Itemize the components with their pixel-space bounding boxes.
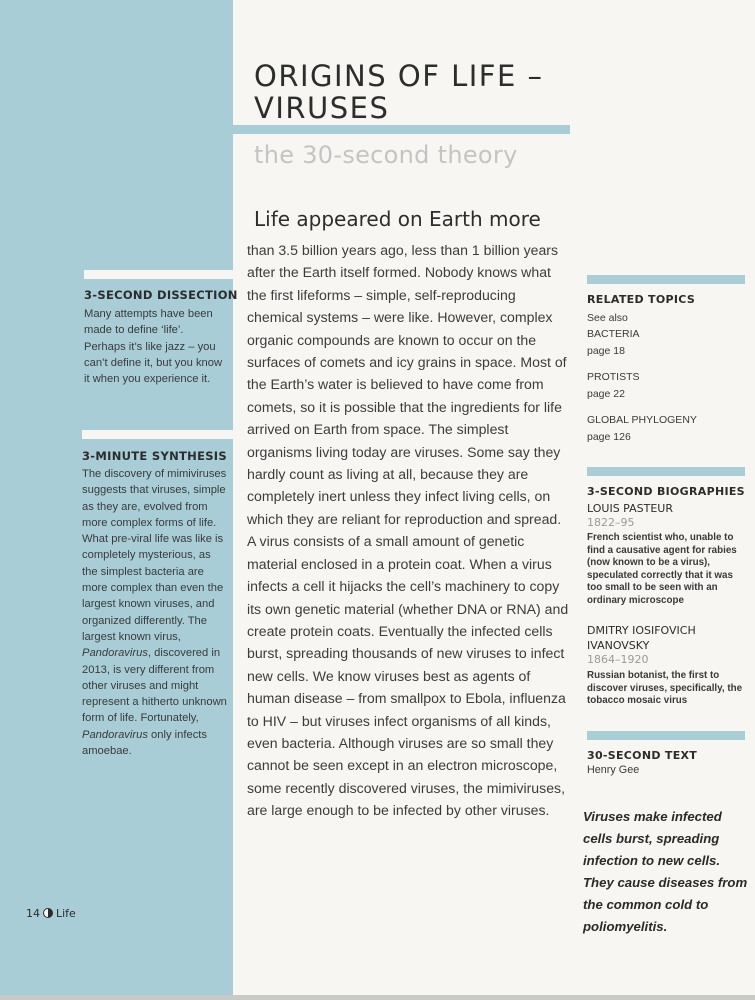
- related-heading: RELATED TOPICS: [587, 293, 696, 306]
- related-topic-name: BACTERIA: [587, 328, 640, 340]
- biography-years: 1822–95: [587, 516, 635, 529]
- synthesis-text: [82, 466, 227, 759]
- synthesis-heading: 3-MINUTE SYNTHESIS: [82, 449, 227, 463]
- related-topic-page: page 18: [587, 345, 625, 357]
- body-text: than 3.5 billion years ago, less than 1 billion years after the Earth itself formed. Nobody knows what the first lifeforms – simple, self-reproducing chemical systems – were like. However, complex organic compounds are known to occur on the surfaces of comets and icy grains in space. Most of the Earth’s water is believed to have come from comets, so it is possible that the ingredients for life arrived on Earth from space. The simplest organisms living today are viruses. Some say they hardly count as living at all, because they are completely inert unless they infect living cells, on which they are reliant for reproduction and spread. A virus consists of a small amount of genetic material enclosed in a protein coat. When a virus infects a cell it hijacks the cell’s machinery to copy its own genetic material (whether DNA or RNA) and create protein coats. Eventually the infected cells burst, spreading thousands of new viruses to infect new cells. We know viruses best as agents of human disease – from smallpox to Ebola, influenza to HIV – but viruses infect organisms of all kinds, even bacteria. Although viruses are so small they cannot be seen except in an electron microscope, some recently discovered viruses, the mimiviruses, are large enough to be infected by other viruses.: [247, 242, 569, 819]
- lead-line: Life appeared on Earth more: [254, 207, 541, 231]
- synthesis-text-part: only infects amoebae.: [82, 728, 207, 758]
- biography-description: French scientist who, unable to find a causative agent for rabies (now known to be a virus), speculated correctly that it was too small to be seen with an ordinary microscope: [587, 532, 737, 606]
- biographies-heading: 3-SECOND BIOGRAPHIES: [587, 485, 745, 498]
- biography-description: Russian botanist, the first to discover viruses, specifically, the tobacco mosaic virus: [587, 670, 743, 707]
- dissection-heading: 3-SECOND DISSECTION: [84, 288, 238, 302]
- dissection-text: Many attempts have been made to define ‘life’. Perhaps it’s like jazz – you can’t define it, but you know it when you experience it.: [84, 308, 223, 386]
- page-footer: [26, 907, 76, 920]
- biography-name: DMITRY IOSIFOVICH IVANOVSKY: [587, 624, 696, 652]
- related-topic-name: GLOBAL PHYLOGENY: [587, 414, 697, 426]
- synthesis-text-part: The discovery of mimiviruses suggests that viruses, simple as they are, evolved from more complex forms of life. What pre-viral life was like is completely mysterious, as the simplest bacteria are more complex than even the largest known viruses, and organized differently. The largest known virus,: [82, 468, 227, 643]
- related-rule: [587, 275, 745, 284]
- title-rule: [233, 125, 570, 134]
- illustration-caption: Viruses make infected cells burst, spreading infection to new cells. They cause diseases from the common cold to poliomyelitis.: [583, 809, 748, 934]
- text-credit-rule: [587, 731, 745, 740]
- related-topic-page: page 126: [587, 431, 631, 443]
- synthesis-text-part: , discovered in 2013, is very different from other viruses and might represent a hitherto unknown form of life. Fortunately,: [82, 647, 227, 725]
- see-also-label: See also: [587, 312, 628, 324]
- author-name: Henry Gee: [587, 764, 640, 776]
- dissection-rule: [84, 270, 233, 279]
- page-number: 14: [26, 907, 40, 920]
- section-name: Life: [56, 907, 76, 920]
- half-moon-icon: [43, 908, 53, 918]
- biographies-rule: [587, 467, 745, 476]
- biography-years: 1864–1920: [587, 653, 649, 666]
- related-topic-name: PROTISTS: [587, 371, 640, 383]
- text-credit-heading: 30-SECOND TEXT: [587, 749, 698, 762]
- page-title: ORIGINS OF LIFE – VIRUSES: [254, 59, 544, 125]
- synthesis-italic-virus-name: Pandoravirus: [82, 728, 148, 741]
- biography-name: LOUIS PASTEUR: [587, 502, 673, 515]
- page-bottom-edge: [0, 995, 755, 1000]
- synthesis-italic-virus-name: Pandoravirus: [82, 647, 148, 660]
- synthesis-rule: [82, 430, 233, 439]
- page-subtitle: the 30-second theory: [254, 141, 518, 169]
- related-topic-page: page 22: [587, 388, 625, 400]
